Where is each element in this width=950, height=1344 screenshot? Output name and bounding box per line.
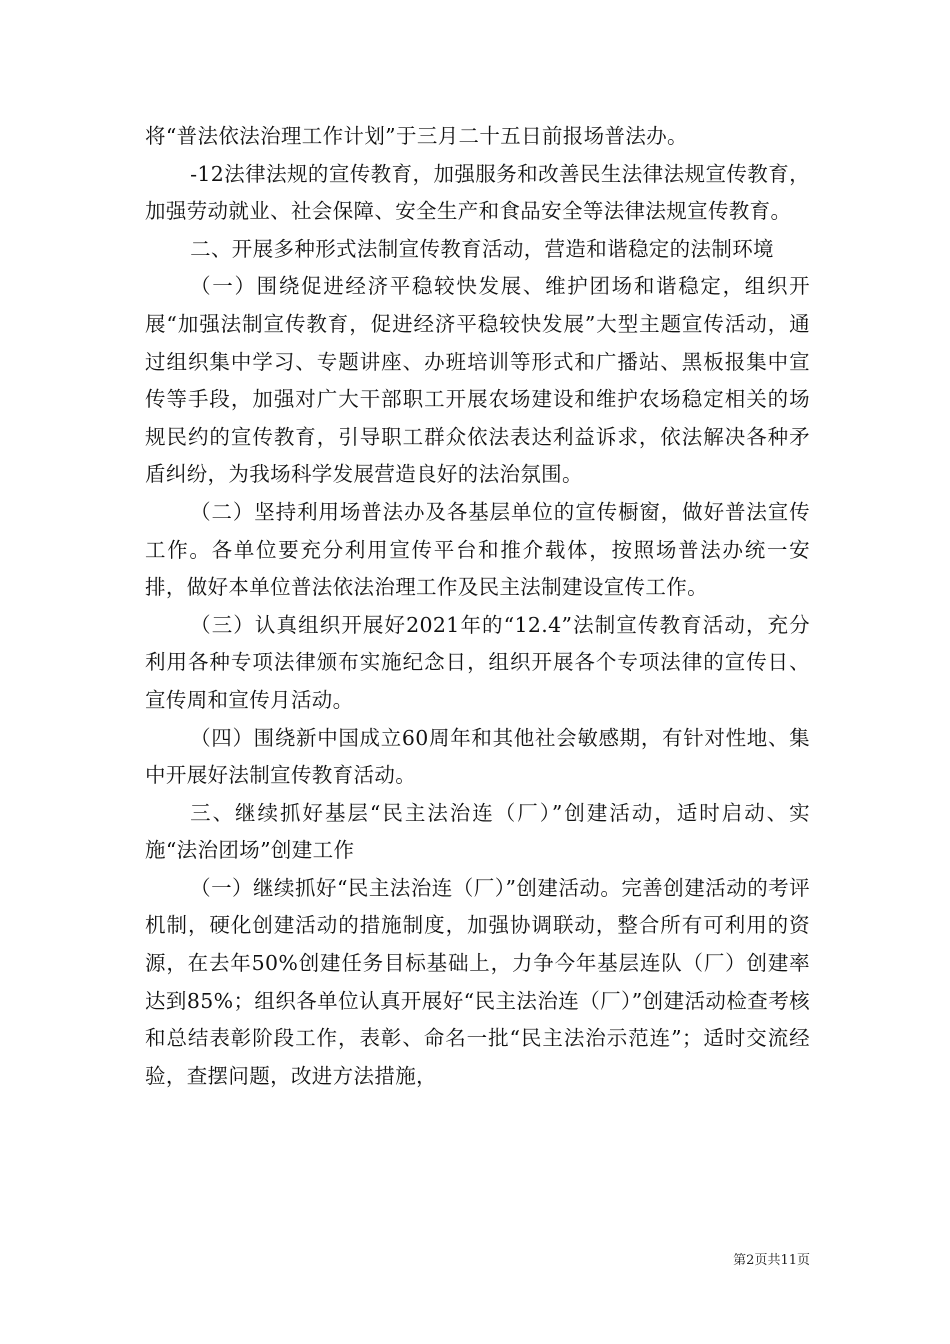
paragraph-5: （二）坚持利用场普法办及各基层单位的宣传橱窗，做好普法宣传工作。各单位要充分利用宣传平台和推介载体，按照场普法办统一安排，做好本单位普法依法治理工作及民主法制建设宣传工作。 — [145, 499, 810, 600]
paragraph-6: （三）认真组织开展好2021年的“12.4”法制宣传教育活动，充分利用各种专项法律颁布实施纪念日，组织开展各个专项法律的宣传日、宣传周和宣传月活动。 — [145, 612, 810, 712]
paragraph-4: （一）围绕促进经济平稳较快发展、维护团场和谐稳定，组织开展“加强法制宣传教育，促进经济平稳较快发展”大型主题宣传活动，通过组织集中学习、专题讲座、办班培训等形式和广播站、黑板报集中宣传等手段，加强对广大干部职工开展农场建设和维护农场稳定相关的场规民约的宣传教育，引导职工群众依法表达利益诉求，依法解决各种矛盾纠纷，为我场科学发展营造良好的法治氛围。 — [145, 274, 810, 487]
section-heading-3: 三、继续抓好基层“民主法治连（厂）”创建活动，适时启动、实施“法治团场”创建工作 — [145, 800, 810, 863]
paragraph-7: （四）围绕新中国成立60周年和其他社会敏感期，有针对性地、集中开展好法制宣传教育活动。 — [145, 725, 810, 788]
paragraph-1: 将“普法依法治理工作计划”于三月二十五日前报场普法办。 — [145, 124, 688, 148]
section-heading-2: 二、开展多种形式法制宣传教育活动，营造和谐稳定的法制环境 — [190, 236, 774, 261]
paragraph-9: （一）继续抓好“民主法治连（厂）”创建活动。完善创建活动的考评机制，硬化创建活动的措施制度，加强协调联动，整合所有可利用的资源，在去年50%创建任务目标基础上，力争今年基层连队（厂）创建率达到85%；组织各单位认真开展好“民主法治连（厂）”创建活动检查考核和总结表彰阶段工作，表彰、命名一批“民主法治示范连”；适时交流经验，查摆问题，改进方法措施， — [145, 875, 810, 1088]
paragraph-2: -12法律法规的宣传教育，加强服务和改善民生法律法规宣传教育，加强劳动就业、社会保障、安全生产和食品安全等法律法规宣传教育。 — [145, 161, 810, 224]
document-body — [145, 118, 810, 1095]
page-number: 第2页共11页 — [733, 1253, 810, 1268]
